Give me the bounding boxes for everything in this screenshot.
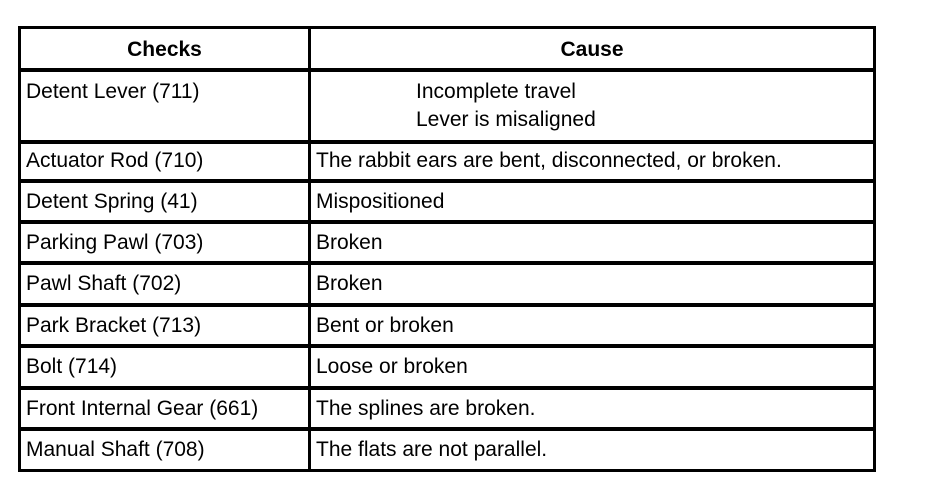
check-cell: Park Bracket (713) xyxy=(26,314,202,337)
table-row xyxy=(21,348,873,386)
cause-cell: The rabbit ears are bent, disconnected, or broken. xyxy=(316,149,782,172)
header-checks: Checks xyxy=(127,38,202,61)
cause-cell: Loose or broken xyxy=(316,355,468,378)
check-cell: Actuator Rod (710) xyxy=(26,149,204,172)
cause-line: Incomplete travel xyxy=(416,80,576,103)
cause-cell: Broken xyxy=(316,231,383,254)
check-cell: Detent Lever (711) xyxy=(26,80,200,103)
table-row xyxy=(21,144,873,179)
check-cell: Parking Pawl (703) xyxy=(26,231,204,254)
check-cell: Bolt (714) xyxy=(26,355,118,378)
cause-cell: Bent or broken xyxy=(316,314,454,337)
table-row xyxy=(21,307,873,344)
cause-cell: Mispositioned xyxy=(316,190,445,213)
check-cell: Detent Spring (41) xyxy=(26,190,198,213)
table-row xyxy=(21,183,873,220)
diagnostic-table xyxy=(18,26,876,472)
check-cell: Pawl Shaft (702) xyxy=(26,272,182,295)
table-row xyxy=(21,390,873,427)
table-row xyxy=(21,72,873,140)
check-cell: Front Internal Gear (661) xyxy=(26,397,259,420)
cause-cell xyxy=(316,78,874,140)
check-cell: Manual Shaft (708) xyxy=(26,438,205,461)
cause-line: Lever is misaligned xyxy=(416,108,596,131)
cause-cell: The flats are not parallel. xyxy=(316,438,548,461)
cause-cell: Broken xyxy=(316,272,383,295)
header-cause: Cause xyxy=(560,38,624,61)
table-row xyxy=(21,431,873,469)
table-row xyxy=(21,224,873,261)
table-row xyxy=(21,265,873,303)
cause-cell: The splines are broken. xyxy=(316,397,536,420)
table-header-row xyxy=(21,29,873,68)
